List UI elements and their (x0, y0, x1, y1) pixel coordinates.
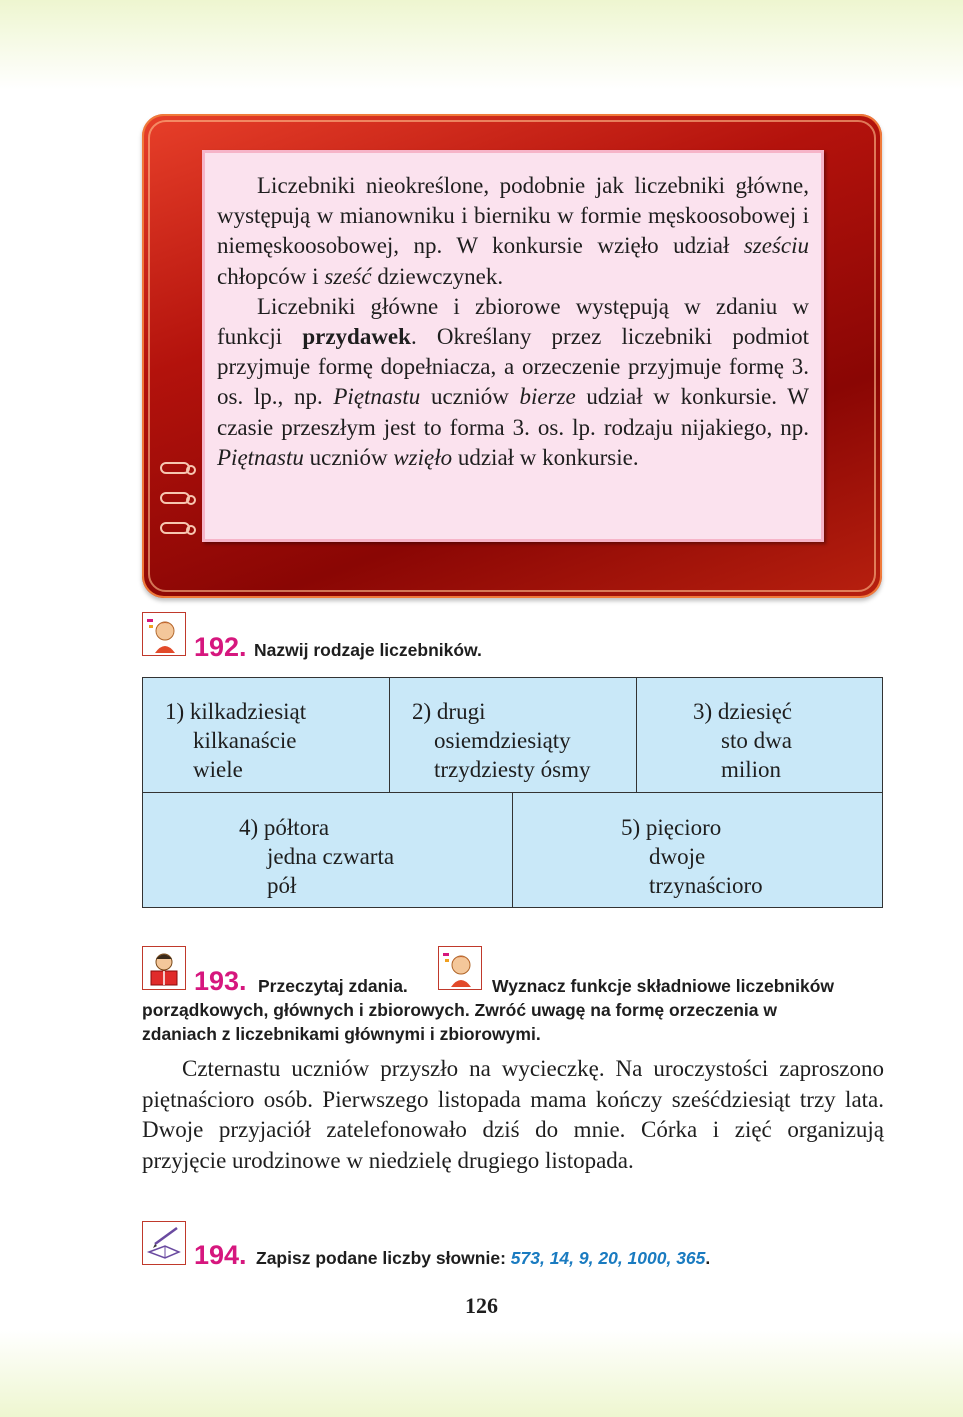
table-cell: 2) drugi osiemdziesiąty trzydziesty ósmy (412, 699, 591, 782)
exercise-instruction: zdaniach z liczebnikami głównymi i zbiorowymi. (142, 1024, 541, 1044)
table-cell: 4) półtora jedna czwarta pół (239, 815, 395, 898)
exercise-number: 193. (194, 966, 247, 996)
reading-icon (142, 946, 186, 990)
table-divider (636, 678, 637, 792)
think-icon (142, 612, 186, 656)
exercise-instruction: Wyznacz funkcje składniowe liczebników (492, 976, 834, 996)
numerals-table (142, 677, 883, 908)
numbers-list: 573, 14, 9, 20, 1000, 365 (510, 1248, 706, 1268)
rule-screen (202, 150, 824, 542)
exercise-instruction: Nazwij rodzaje liczebników. (254, 640, 482, 660)
rule-paragraph-1: Liczebniki nieokreślone, podobnie jak liczebniki główne, występują w mianowniku i bierniku w formie męskoosobowej i niemęskoosobowej, np. W konkursie wzięło udział sześciu chłopców i sześć dziewczynek. (217, 173, 809, 289)
exercise-instruction: Przeczytaj zdania. (258, 976, 408, 996)
table-cell: 3) dziesięć sto dwa milion (693, 699, 792, 782)
table-cell: 5) pięcioro dwoje trzynaścioro (621, 815, 763, 898)
exercise-instruction: Zapisz podane liczby słownie: 573, 14, 9, 20, 1000, 365. (256, 1248, 711, 1268)
exercise-instruction: porządkowych, głównych i zbiorowych. Zwróć uwagę na formę orzeczenia w (142, 1000, 777, 1020)
table-divider (512, 792, 513, 907)
rule-tablet (142, 114, 882, 598)
table-cell: 1) kilkadziesiąt kilkanaście wiele (165, 699, 307, 782)
table-divider (389, 678, 390, 792)
tablet-button-icon (160, 492, 190, 504)
tablet-button-icon (160, 462, 190, 474)
page-number: 126 (465, 1293, 498, 1318)
think-icon (438, 946, 482, 990)
exercise-number: 192. (194, 632, 247, 662)
exercise-text: Czternastu uczniów przyszło na wycieczkę. Na uroczystości zaproszono piętnaścioro osób. Pierwszego listopada mama kończy sześćdziesiąt trzy lata. Dwoje przyjaciół zatelefonowało dziś do mnie. Córka i zięć organizują przyjęcie urodzinowe w niedzielę drugiego listopada. (142, 1056, 884, 1173)
exercise-number: 194. (194, 1240, 247, 1270)
tablet-button-icon (160, 522, 190, 534)
writing-icon (142, 1221, 186, 1265)
rule-paragraph-2: Liczebniki główne i zbiorowe występują w zdaniu w funkcji przydawek. Określany przez liczebniki podmiot przyjmuje formę dopełniacza, a orzeczenie przyjmuje formę 3. os. lp., np. Piętnastu uczniów bierze udział w konkursie. W czasie przeszłym jest to forma 3. os. lp. rodzaju nijakiego, np. Piętnastu uczniów wzięło udział w konkursie. (217, 293, 810, 470)
